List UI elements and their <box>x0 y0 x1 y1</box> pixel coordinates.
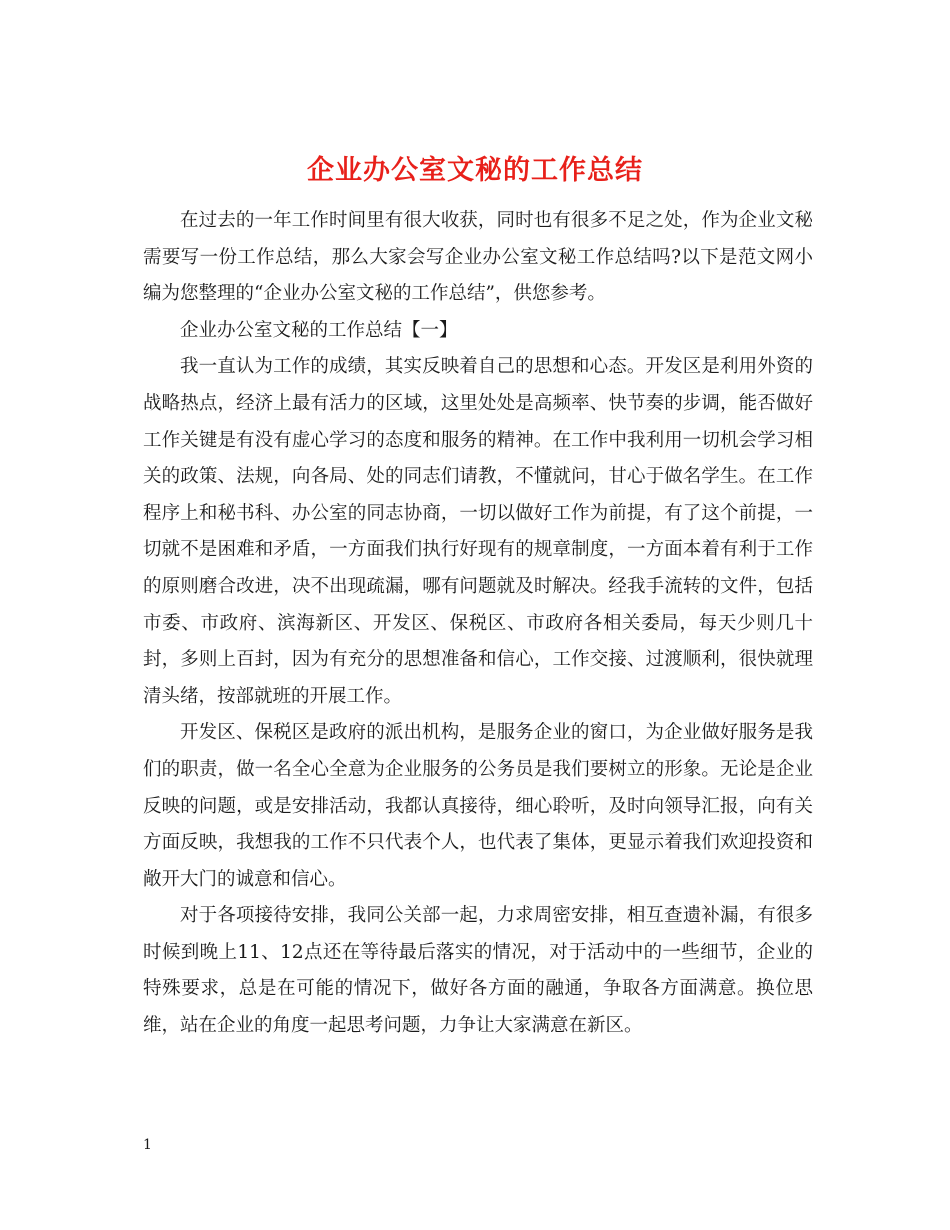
page-number: 1 <box>143 1137 152 1153</box>
paragraph-intro: 在过去的一年工作时间里有很大收获，同时也有很多不足之处，作为企业文秘需要写一份工作总结，那么大家会写企业办公室文秘工作总结吗?以下是范文网小编为您整理的“企业办公室文秘的工作总结”，供您参考。 <box>143 210 813 305</box>
paragraph-body-3: 对于各项接待安排，我同公关部一起，力求周密安排，相互查遗补漏，有很多时候到晚上11、12点还在等待最后落实的情况，对于活动中的一些细节，企业的特殊要求，总是在可能的情况下，做好各方面的融通，争取各方面满意。换位思维，站在企业的角度一起思考问题，力争让大家满意在新区。 <box>143 905 813 1037</box>
document-body <box>143 203 813 1045</box>
document-title: 企业办公室文秘的工作总结 <box>307 155 643 187</box>
paragraph-body-2: 开发区、保税区是政府的派出机构，是服务企业的窗口，为企业做好服务是我们的职责，做一名全心全意为企业服务的公务员是我们要树立的形象。无论是企业反映的问题，或是安排活动，我都认真接待，细心聆听，及时向领导汇报，向有关方面反映，我想我的工作不只代表个人，也代表了集体，更显示着我们欢迎投资和敞开大门的诚意和信心。 <box>143 722 813 890</box>
paragraph-body-1: 我一直认为工作的成绩，其实反映着自己的思想和心态。开发区是利用外资的战略热点，经济上最有活力的区域，这里处处是高频率、快节奏的步调，能否做好工作关键是有没有虚心学习的态度和服务的精神。在工作中我利用一切机会学习相关的政策、法规，向各局、处的同志们请教，不懂就问，甘心于做名学生。在工作程序上和秘书科、办公室的同志协商，一切以做好工作为前提，有了这个前提，一切就不是困难和矛盾，一方面我们执行好现有的规章制度，一方面本着有利于工作的原则磨合改进，决不出现疏漏，哪有问题就及时解决。经我手流转的文件，包括市委、市政府、滨海新区、开发区、保税区、市政府各相关委局，每天少则几十封，多则上百封，因为有充分的思想准备和信心，工作交接、过渡顺利，很快就理清头绪，按部就班的开展工作。 <box>143 356 813 707</box>
section-heading: 企业办公室文秘的工作总结【一】 <box>180 319 458 341</box>
